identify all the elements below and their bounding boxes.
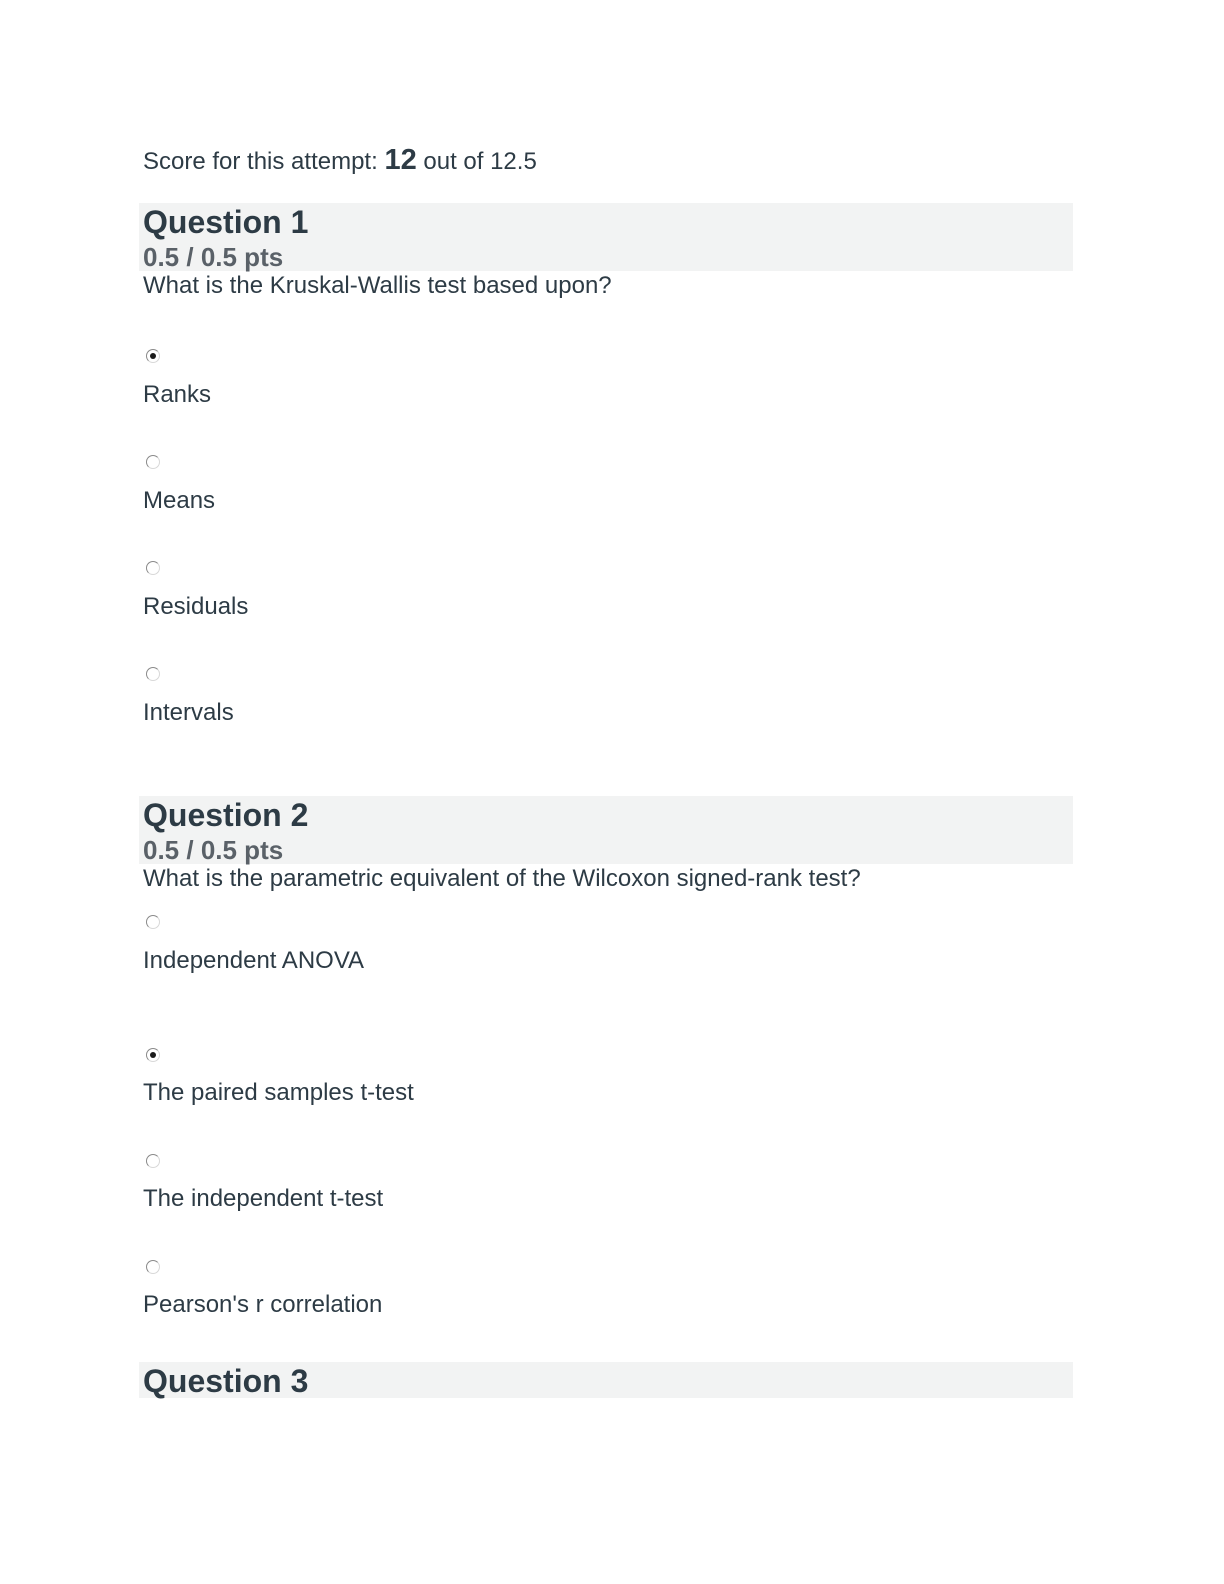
question-1-answer-3-label: Residuals: [143, 593, 249, 620]
attempt-score: [143, 144, 537, 177]
question-1-answer-4-radio[interactable]: [146, 667, 160, 681]
question-1-header: [139, 203, 1073, 271]
question-1-answer-1-label: Ranks: [143, 381, 212, 408]
question-2-title: Question 2: [143, 797, 309, 833]
question-1-text: What is the Kruskal-Wallis test based upon?: [143, 272, 612, 299]
question-2-answer-2-radio[interactable]: [146, 1048, 160, 1062]
question-2-answer-1-label: Independent ANOVA: [143, 947, 365, 974]
question-2-answer-4-label: Pearson's r correlation: [143, 1291, 383, 1318]
question-1-answer-2-radio[interactable]: [146, 455, 160, 469]
question-3-header: [139, 1362, 1073, 1398]
question-1-answer-2-label: Means: [143, 487, 216, 514]
question-2-answer-4-radio[interactable]: [146, 1260, 160, 1274]
question-1-answer-3-radio[interactable]: [146, 561, 160, 575]
question-2-points: 0.5 / 0.5 pts: [143, 835, 284, 865]
score-prefix: Score for this attempt:: [143, 148, 385, 175]
question-1-points: 0.5 / 0.5 pts: [143, 242, 284, 272]
question-3-title: Question 3: [143, 1363, 309, 1399]
question-1-answer-1-radio[interactable]: [146, 349, 160, 363]
score-suffix: out of 12.5: [416, 148, 537, 175]
question-2-answer-2-label: The paired samples t-test: [143, 1079, 414, 1106]
question-2-text: What is the parametric equivalent of the Wilcoxon signed-rank test?: [143, 865, 861, 892]
score-value: 12: [384, 144, 417, 176]
question-1-answer-4-label: Intervals: [143, 699, 234, 726]
question-2-answer-1-radio[interactable]: [146, 915, 160, 929]
question-2-answer-3-label: The independent t-test: [143, 1185, 384, 1212]
question-1-title: Question 1: [143, 204, 309, 240]
question-2-answer-3-radio[interactable]: [146, 1154, 160, 1168]
question-2-header: [139, 796, 1073, 864]
